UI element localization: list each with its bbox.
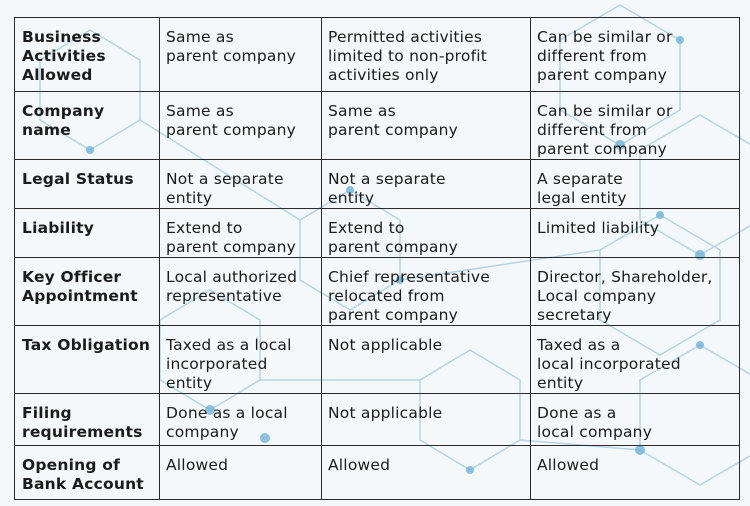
- cell-text: Local authorized representative: [166, 268, 298, 305]
- table-cell: [322, 18, 531, 92]
- cell-text: Not a separate entity: [328, 170, 446, 207]
- table-cell: [160, 326, 322, 394]
- table-cell: [160, 160, 322, 209]
- row-header-text: Opening of Bank Account: [22, 456, 144, 493]
- cell-text: Allowed: [537, 456, 600, 474]
- table-cell: [322, 446, 531, 500]
- cell-text: Allowed: [166, 456, 229, 474]
- table-cell: [160, 446, 322, 500]
- row-header-text: Key Officer Appointment: [22, 268, 138, 305]
- cell-text: A separate legal entity: [537, 170, 627, 207]
- table-cell: [160, 92, 322, 160]
- cell-text: Extend to parent company: [166, 219, 296, 256]
- row-header-text: Business Activities Allowed: [22, 28, 106, 84]
- row-header-text: Tax Obligation: [22, 336, 151, 354]
- row-header-text: Legal Status: [22, 170, 134, 188]
- table-cell: [531, 326, 740, 394]
- cell-text: Same as parent company: [328, 102, 458, 139]
- row-header: [15, 258, 160, 326]
- table-cell: [160, 209, 322, 258]
- table-cell: [531, 92, 740, 160]
- row-header-text: Filing requirements: [22, 404, 143, 441]
- table-cell: [160, 394, 322, 446]
- cell-text: Taxed as a local incorporated entity: [537, 336, 681, 392]
- cell-text: Same as parent company: [166, 102, 296, 139]
- row-header: [15, 209, 160, 258]
- row-header: [15, 394, 160, 446]
- row-header-text: Liability: [22, 219, 94, 237]
- table-row: [15, 394, 740, 446]
- cell-text: Taxed as a local incorporated entity: [166, 336, 292, 392]
- comparison-table: [14, 17, 740, 500]
- row-header: [15, 92, 160, 160]
- cell-text: Not a separate entity: [166, 170, 284, 207]
- table-row: [15, 18, 740, 92]
- table-row: [15, 326, 740, 394]
- table-cell: [322, 326, 531, 394]
- cell-text: Allowed: [328, 456, 391, 474]
- table-cell: [531, 160, 740, 209]
- table-cell: [322, 394, 531, 446]
- table-cell: [531, 209, 740, 258]
- row-header: [15, 326, 160, 394]
- table-cell: [322, 92, 531, 160]
- table-cell: [322, 209, 531, 258]
- cell-text: Not applicable: [328, 336, 443, 354]
- table-cell: [160, 18, 322, 92]
- table-row: [15, 258, 740, 326]
- row-header-text: Company name: [22, 102, 105, 139]
- cell-text: Can be similar or different from parent company: [537, 28, 673, 84]
- row-header: [15, 18, 160, 92]
- cell-text: Limited liability: [537, 219, 660, 237]
- row-header: [15, 160, 160, 209]
- table-cell: [322, 160, 531, 209]
- table-row: [15, 160, 740, 209]
- cell-text: Same as parent company: [166, 28, 296, 65]
- cell-text: Extend to parent company: [328, 219, 458, 256]
- table-cell: [160, 258, 322, 326]
- table-row: [15, 446, 740, 500]
- table-row: [15, 92, 740, 160]
- cell-text: Not applicable: [328, 404, 443, 422]
- table-cell: [531, 446, 740, 500]
- table-row: [15, 209, 740, 258]
- cell-text: Director, Shareholder, Local company secretary: [537, 268, 713, 324]
- table-cell: [531, 18, 740, 92]
- cell-text: Permitted activities limited to non-profit activities only: [328, 28, 488, 84]
- cell-text: Done as a local company: [166, 404, 288, 441]
- table-cell: [531, 394, 740, 446]
- cell-text: Can be similar or different from parent company: [537, 102, 673, 158]
- table-cell: [322, 258, 531, 326]
- row-header: [15, 446, 160, 500]
- cell-text: Chief representative relocated from parent company: [328, 268, 490, 324]
- cell-text: Done as a local company: [537, 404, 653, 441]
- table-cell: [531, 258, 740, 326]
